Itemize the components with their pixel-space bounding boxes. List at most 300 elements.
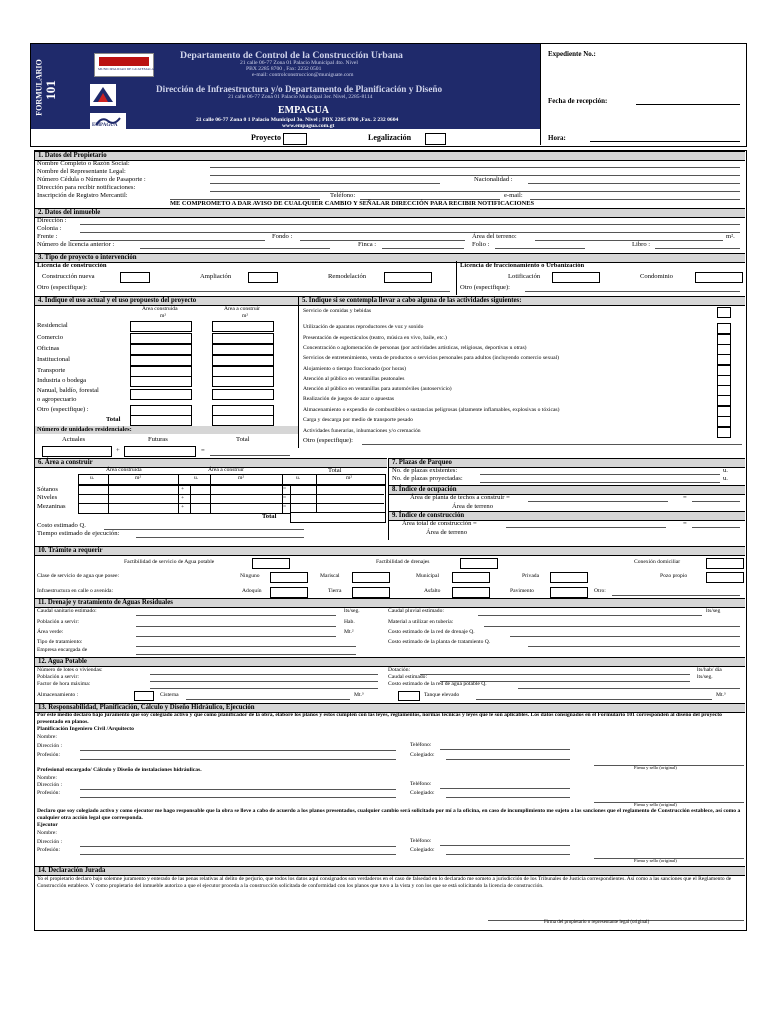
- use-input-construir[interactable]: [212, 333, 274, 344]
- infra-pavimento: Pavimento: [510, 588, 534, 594]
- plazas-existentes-unit: u.: [723, 467, 728, 474]
- caudal-pluvial-field[interactable]: [478, 615, 702, 616]
- use-input-construida[interactable]: [130, 355, 192, 366]
- almacenamiento-label: Almacenamiento :: [37, 692, 79, 698]
- activity-item: Servicios de entretenimiento, venta de productos o servicios personales para adultos (incluyendo comercio sexual): [303, 355, 559, 361]
- units-title: Número de unidades residenciales:: [37, 426, 132, 433]
- empagua-title: EMPAGUA: [278, 105, 329, 116]
- s6-eq: =: [283, 504, 287, 510]
- activity-checkbox[interactable]: [717, 395, 731, 406]
- s6-eq: =: [283, 486, 287, 492]
- activity-other-label: Otro (especifique):: [303, 437, 353, 444]
- costo-planta-field[interactable]: [528, 646, 740, 647]
- libro-label: Libro :: [632, 241, 651, 248]
- poblacion-servir-label: Población a servir:: [37, 619, 79, 625]
- caudal-estimado-label: Caudal estimado:: [388, 674, 427, 680]
- folio-label: Folio :: [472, 241, 490, 248]
- clase-mariscal: Mariscal: [320, 573, 340, 579]
- section-7-title: 7. Plazas de Parqueo: [392, 459, 452, 466]
- units-eq: =: [201, 447, 205, 454]
- dept-title: Departamento de Control de la Construcción Urbana: [180, 50, 403, 61]
- plazas-proyectadas-field[interactable]: [480, 482, 720, 483]
- s6-total-head: Total: [328, 467, 342, 474]
- prof-firma-label: Firma y sello (original): [634, 802, 677, 807]
- costo-estimado-field[interactable]: [104, 529, 304, 530]
- activity-checkbox[interactable]: [717, 416, 731, 427]
- section-9-title: 9. Índice de construcción: [392, 512, 465, 519]
- use-row: Otro (especifique) :: [37, 406, 89, 413]
- use-input-construida[interactable]: [130, 321, 192, 332]
- units-plus: +: [116, 447, 120, 454]
- use-row: Nanual, baldío, forestal: [37, 387, 99, 394]
- id-number-field[interactable]: [210, 183, 440, 184]
- ejec-direccion-field[interactable]: [80, 846, 396, 847]
- tiempo-estimado-field[interactable]: [136, 537, 304, 538]
- tanque-box[interactable]: [398, 691, 420, 701]
- tipo-tratamiento-field[interactable]: [136, 646, 356, 647]
- fondo-field[interactable]: [300, 240, 465, 241]
- material-tuberia-label: Material a utilizar en tubería:: [388, 619, 454, 625]
- units-futuras-label: Futuras: [148, 436, 168, 443]
- activity-item: Alojamiento o tiempo fraccionado (por horas): [303, 366, 406, 372]
- use-input-construir[interactable]: [212, 376, 274, 387]
- dotacion-field[interactable]: [420, 674, 690, 675]
- otro-construccion-field[interactable]: [100, 291, 450, 292]
- section-13-title: 13. Responsabilidad, Planificación, Cálculo y Diseño Hidráulico, Ejecución: [38, 704, 255, 711]
- section-11-bar: [35, 598, 745, 608]
- factor-hora-field[interactable]: [150, 688, 378, 689]
- material-tuberia-field[interactable]: [484, 626, 740, 627]
- clase-ninguno: Ninguno: [240, 573, 260, 579]
- opt-condominio-box[interactable]: [695, 272, 743, 283]
- area-verde-field[interactable]: [136, 636, 336, 637]
- poblacion-agua-field[interactable]: [150, 681, 378, 682]
- cisterna-label: Cisterna: [160, 692, 179, 698]
- area-construir-unit: m²: [242, 313, 249, 319]
- cisterna-unit: Mt.³: [354, 692, 364, 698]
- activity-item: Presentación de espectáculos (teatro, música en vivo, baile, etc.): [303, 335, 447, 341]
- caudal-sanitario-label: Caudal sanitario estimado:: [37, 608, 97, 614]
- prof-profesion-label: Profesión:: [37, 790, 60, 796]
- email-field[interactable]: [530, 199, 740, 200]
- activity-item: Concentración o aglomeración de personas (por actividades artísticas, religiosas, deportivas u otras): [303, 345, 527, 351]
- notification-address-field[interactable]: [210, 191, 740, 192]
- section-3-bar: [35, 253, 745, 263]
- ocupacion-denominador: Área de terreno: [452, 503, 494, 510]
- use-input-construir[interactable]: [212, 344, 274, 355]
- clase-mariscal-box[interactable]: [352, 572, 390, 583]
- ocupacion-result[interactable]: [692, 501, 740, 502]
- area-verde-unit: Mt.²: [344, 629, 354, 635]
- construccion-num-field[interactable]: [506, 527, 666, 528]
- s6-plus: +: [181, 486, 185, 492]
- use-input-construida[interactable]: [130, 389, 192, 400]
- fondo-label: Fondo :: [272, 233, 293, 240]
- use-total-construida[interactable]: [130, 415, 192, 426]
- use-total-construir[interactable]: [212, 415, 274, 426]
- units-actuales-input[interactable]: [42, 446, 112, 457]
- empagua-logo: [90, 113, 126, 131]
- s6-grid[interactable]: [78, 485, 386, 514]
- almacenamiento-box[interactable]: [134, 691, 154, 701]
- prof-telefono-field[interactable]: [440, 788, 570, 789]
- clase-pozo: Pozo propio: [660, 573, 688, 579]
- dir-title: Dirección de Infraestructura y/o Departamento de Planificación y Diseño: [156, 84, 443, 94]
- prof-direccion-label: Dirección :: [37, 782, 63, 788]
- caudal-pluvial-unit: lts/seg: [706, 608, 721, 614]
- costo-red-drenaje-label: Costo estimado de la red de drenaje Q.: [388, 629, 475, 635]
- infraestructura-label: Infraestructura en calle o avenida:: [37, 588, 114, 594]
- colonia-label: Colonia :: [37, 225, 62, 232]
- tipo-tratamiento-label: Tipo de tratamiento:: [37, 639, 83, 645]
- construccion-result[interactable]: [692, 527, 740, 528]
- units-total-input[interactable]: [210, 455, 290, 456]
- prof-colegiado-label: Colegiado:: [410, 790, 435, 796]
- tanque-label: Tanque elevado: [424, 692, 460, 698]
- units-futuras-input[interactable]: [124, 446, 196, 457]
- form-number: 101: [42, 80, 58, 100]
- costo-red-drenaje-field[interactable]: [510, 636, 740, 637]
- lic-fraccionamiento-label: Licencia de fraccionamiento o Urbanización: [460, 262, 585, 269]
- s6-subhead-table: [78, 474, 386, 485]
- infra-asfalto: Asfalto: [424, 588, 441, 594]
- ejec-profesion-field[interactable]: [80, 854, 396, 855]
- ejec-firma-label: Firma y sello (original): [634, 858, 677, 863]
- mercantile-label: Inscripción de Registro Mercantil:: [37, 192, 128, 199]
- notification-address-label: Dirección para recibir notificaciones:: [37, 184, 136, 191]
- prof-direccion-field[interactable]: [80, 789, 396, 790]
- finca-label: Finca :: [358, 241, 377, 248]
- poblacion-agua-label: Población a servir:: [37, 674, 79, 680]
- area-verde-label: Área verde:: [37, 629, 64, 635]
- activity-checkbox[interactable]: [717, 427, 731, 438]
- section-11-title: 11. Drenaje y tratamiento de Aguas Residuales: [38, 599, 173, 606]
- section-4-title: 4. Indique el uso actual y el uso propuesto del proyecto: [38, 297, 197, 304]
- activity-item: Realización de juegos de azar o apuestas: [303, 396, 395, 402]
- opt-lotificacion-box[interactable]: [552, 272, 600, 283]
- folio-field[interactable]: [495, 248, 585, 249]
- s6-plus: +: [181, 504, 185, 510]
- plan-telefono-label: Teléfono:: [410, 742, 432, 748]
- area-construir-header: Área a construir: [224, 306, 261, 312]
- s6-eq: =: [283, 495, 287, 501]
- area-construida-header: Área construida: [142, 306, 178, 312]
- s6-m2-col: m²: [238, 475, 245, 481]
- municipal-logo: [94, 53, 154, 77]
- expediente-label: Expediente No.:: [548, 50, 596, 58]
- infra-tierra: Tierra: [328, 588, 342, 594]
- use-input-construida[interactable]: [130, 333, 192, 344]
- libro-field[interactable]: [655, 248, 740, 249]
- lic-construccion-label: Licencia de construcción: [37, 262, 107, 269]
- ejecutor-label: Ejecutor: [37, 822, 58, 828]
- plan-colegiado-label: Colegiado:: [410, 752, 435, 758]
- use-total-label: Total: [106, 416, 121, 423]
- infra-adoquin: Adoquín: [242, 588, 262, 594]
- infra-tierra-box[interactable]: [352, 587, 390, 598]
- clase-municipal: Municipal: [416, 573, 439, 579]
- otro-construccion-label: Otro (especifique):: [37, 284, 87, 291]
- ejec-direccion-label: Dirección :: [37, 839, 63, 845]
- opt-construccion-nueva: Construcción nueva: [42, 273, 95, 280]
- section-2-title: 2. Datos del inmueble: [38, 209, 101, 216]
- fecha-field[interactable]: [636, 104, 740, 105]
- lotes-label: Número de lotes o viviendas:: [37, 667, 103, 673]
- section-1-bar: [35, 151, 745, 161]
- dept-address-1: 21 calle 06-77 Zona 01 Palacio Municipal 4to. Nivel: [240, 60, 358, 66]
- caudal-pluvial-label: Caudal pluvial estimado:: [388, 608, 444, 614]
- activity-item: Almacenamiento o expendio de combustibles o sustancias peligrosas (altamente inflamables, explosivas o tóxicas): [303, 407, 560, 413]
- clase-pozo-box[interactable]: [706, 572, 744, 583]
- ejec-nombre-label: Nombre:: [37, 830, 57, 836]
- caudal-estimado-unit: lts/seg.: [697, 674, 713, 680]
- ocupacion-num-field[interactable]: [528, 501, 668, 502]
- cisterna-field[interactable]: [186, 699, 350, 700]
- colonia-field[interactable]: [80, 232, 740, 233]
- form-number-block: [33, 48, 73, 128]
- opt-ampliacion-box[interactable]: [248, 272, 278, 283]
- dotacion-unit: lts/hab/ día: [697, 667, 722, 673]
- plan-direccion-label: Dirección :: [37, 743, 63, 749]
- infra-otro-field[interactable]: [612, 595, 740, 596]
- opt-condominio: Condominio: [640, 273, 673, 280]
- plazas-proyectadas-unit: u.: [723, 475, 728, 482]
- fact-drenajes-box[interactable]: [460, 558, 498, 569]
- plazas-existentes-label: No. de plazas existentes:: [392, 467, 458, 474]
- clase-privada-box[interactable]: [550, 572, 588, 583]
- dotacion-label: Dotación:: [388, 667, 411, 673]
- s6-m2-col: m²: [135, 475, 142, 481]
- propietario-firma-label: Firma del propietario o representante legal (original): [544, 920, 650, 925]
- use-row: Institucional: [37, 356, 70, 363]
- construccion-denominador: Área de terreno: [426, 529, 468, 536]
- infrastructure-logo: [90, 84, 116, 106]
- property-address-field[interactable]: [80, 224, 740, 225]
- area-unit: m².: [726, 233, 735, 240]
- ejec-profesion-label: Profesión:: [37, 847, 60, 853]
- use-input-construir[interactable]: [212, 355, 274, 366]
- dept-address-2: PBX 2285 8700 , Fax: 2232 0501: [246, 66, 322, 72]
- costo-red-agua-label: Costo estimado de la red de agua potable Q.: [388, 681, 487, 687]
- prof-nombre-label: Nombre:: [37, 775, 57, 781]
- prev-license-field[interactable]: [140, 248, 330, 249]
- s6-plus: +: [181, 495, 185, 501]
- s6-u-col: u.: [90, 475, 95, 481]
- units-total-label: Total: [236, 436, 250, 443]
- owner-name-label: Nombre Completo o Razón Social:: [37, 160, 130, 167]
- owner-name-field[interactable]: [210, 167, 740, 168]
- section-14-bar: [35, 866, 745, 876]
- s6-u-col: u.: [296, 475, 301, 481]
- legal-rep-label: Nombre del Representante Legal:: [37, 168, 126, 175]
- form-word: FORMULARIO: [34, 59, 44, 116]
- clase-municipal-box[interactable]: [452, 572, 490, 583]
- section-14-title: 14. Declaración Jurada: [38, 867, 106, 874]
- legalizacion-label: Legalización: [368, 133, 412, 142]
- construccion-eq: =: [683, 520, 687, 527]
- planificacion-label: Planificación Ingeniero Civil /Arquitecto: [37, 726, 134, 732]
- s6-area-construir-head: Área a construir: [208, 467, 245, 473]
- s6-row-mezaninas: Mezaninas: [37, 503, 66, 510]
- nationality-label: Nacionalidad :: [474, 176, 513, 183]
- dir-address: 21 calle 06-77 Zona 01 Palacio Municipal 3er. Nivel, 2285-8114: [228, 94, 373, 100]
- section-10-title: 10. Trámite a requerir: [38, 547, 103, 554]
- construccion-numerador: Área total de construcción =: [402, 520, 477, 527]
- factor-hora-label: Factor de hora máxima:: [37, 681, 91, 687]
- empresa-label: Empresa encargada de: [37, 647, 88, 653]
- infra-otro: Otro:: [594, 588, 606, 594]
- plan-direccion-field[interactable]: [80, 750, 396, 751]
- prof-profesion-field[interactable]: [80, 797, 396, 798]
- prev-license-label: Número de licencia anterior :: [37, 241, 115, 248]
- opt-remodelacion: Remodelación: [328, 273, 367, 280]
- plan-firma-label: Firma y sello (original): [634, 765, 677, 770]
- frente-label: Frente :: [37, 233, 58, 240]
- ocupacion-eq: =: [683, 494, 687, 501]
- phone-label: Teléfono:: [330, 192, 356, 199]
- ejec-telefono-field[interactable]: [440, 845, 570, 846]
- opt-remodelacion-box[interactable]: [384, 272, 432, 283]
- otro-fraccionamiento-label: Otro (especifique):: [460, 284, 510, 291]
- caudal-sanitario-unit: lts/seg.: [344, 608, 360, 614]
- clase-privada: Privada: [522, 573, 540, 579]
- activity-checkbox[interactable]: [717, 323, 731, 334]
- ocupacion-numerador: Área de planta de techos a construir =: [410, 494, 510, 501]
- declaracion-ejecutor: Declaro que soy colegiado activo y como ejecutor me hago responsable que la obra se lleve a cabo de acuerdo a los planos presentados, cualquier cambio será solicitado por mí a la oficina, en caso de incumplimiento me sujeto a las sanciones que el reglamento de Construcción establece, así como a cualquier otra acción legal que corresponda.: [37, 808, 741, 821]
- empagua-logo-text: EMPAGUA: [92, 123, 118, 128]
- section-12-title: 12. Agua Potable: [38, 658, 87, 665]
- empresa-field[interactable]: [136, 654, 356, 655]
- opt-lotificacion: Lotificación: [508, 273, 541, 280]
- property-address-label: Dirección :: [37, 217, 67, 224]
- hora-label: Hora:: [548, 134, 566, 142]
- use-row: Oficinas: [37, 345, 60, 352]
- use-input-construir[interactable]: [212, 321, 274, 332]
- plan-profesion-field[interactable]: [80, 759, 396, 760]
- activity-item: Utilización de aparatos reproductores de voz y sonido: [303, 324, 424, 330]
- plan-nombre-label: Nombre:: [37, 734, 57, 740]
- prof-colegiado-field[interactable]: [446, 797, 570, 798]
- use-row: Comercio: [37, 334, 64, 341]
- activity-item: Actividades funerarias, inhumaciones y/o cremación: [303, 428, 421, 434]
- use-input-construir[interactable]: [212, 389, 274, 400]
- declaracion-planificador: Por este medio declaro bajo juramento que soy colegiado activo y que como planificador de la obra, elaboré los planos y estos cumplen con las leyes, reglamentos, normas técnicas y leyes que le son aplicables. Los datos consignados en el Formulario 101 corresponden al diseño del proyecto presentado en planos.: [37, 712, 722, 725]
- caudal-sanitario-field[interactable]: [136, 615, 336, 616]
- use-input-construida[interactable]: [130, 344, 192, 355]
- plan-telefono-field[interactable]: [440, 749, 570, 750]
- declaracion-jurada-text: Yo el propietario declaro bajo solemne juramento y enterado de las penas relativas al delito de perjurio, que todos los datos aquí consignados son verdaderos en el caso de falsedad en lo declarado me someto a jurisdicción de los Tribunales de Justicia correspondientes. Así como a las sanciones que el Reglamento de Construcción establece. Y como propietario del inmueble autorizo a que el ejecutor proceda a la construcción solicitada de conformidad con los planos que tuvo a la vista y con los que se está solicitando la licencia de construcción.: [37, 876, 732, 889]
- fecha-label: Fecha de recepción:: [548, 97, 608, 105]
- activity-other-field[interactable]: [362, 444, 742, 445]
- infra-asfalto-box[interactable]: [452, 587, 490, 598]
- otro-fraccionamiento-field[interactable]: [525, 291, 740, 292]
- email-label: e-mail:: [504, 192, 523, 199]
- s6-area-construida-head: Área construida: [106, 467, 142, 473]
- activity-item: Atención al público en ventanillas para automóviles (autoservicio): [303, 386, 452, 392]
- use-row: o agropecuario: [37, 396, 77, 403]
- s6-total-label: Total: [262, 513, 277, 520]
- costo-planta-label: Costo estimado de la planta de tratamiento Q.: [388, 639, 491, 645]
- dept-email: e-mail: controlconstruccion@muniguate.com: [252, 72, 354, 78]
- infra-pavimento-box[interactable]: [550, 587, 588, 598]
- s6-total-box[interactable]: [290, 512, 386, 523]
- ejec-telefono-label: Teléfono:: [410, 838, 432, 844]
- prof-telefono-label: Teléfono:: [410, 781, 432, 787]
- opt-ampliacion: Ampliación: [200, 273, 232, 280]
- section-2-bar: [35, 208, 745, 218]
- activity-checkbox[interactable]: [717, 354, 731, 365]
- costo-estimado-label: Costo estimado Q.: [37, 522, 86, 529]
- activity-item: Carga y descarga por medio de transporte pesado: [303, 417, 413, 423]
- hora-field[interactable]: [590, 141, 740, 142]
- id-number-label: Número Cédula o Número de Pasaporte :: [37, 176, 146, 183]
- tiempo-estimado-label: Tiempo estimado de ejecución:: [37, 530, 120, 537]
- s6-row-sotanos: Sótanos: [37, 486, 58, 493]
- proyecto-label: Proyecto: [251, 133, 282, 142]
- notice-text: ME COMPROMETO A DAR AVISO DE CUALQUIER CAMBIO Y SEÑALAR DIRECCIÓN PARA RECIBIR NOTIFICACIONES: [170, 200, 535, 207]
- section-3-title: 3. Tipo de proyecto o intervención: [38, 254, 137, 261]
- finca-field[interactable]: [382, 248, 464, 249]
- tanque-unit: Mt.³: [716, 692, 726, 698]
- section-6-title: 6. Área a construir: [38, 459, 93, 466]
- s6-row-niveles: Niveles: [37, 494, 58, 501]
- s6-m2-col: m²: [346, 475, 353, 481]
- proyecto-checkbox[interactable]: [283, 133, 307, 145]
- tanque-field[interactable]: [476, 699, 712, 700]
- legalizacion-checkbox[interactable]: [425, 133, 446, 145]
- ejec-colegiado-field[interactable]: [446, 854, 570, 855]
- poblacion-servir-unit: Hab.: [344, 619, 355, 625]
- ejec-colegiado-label: Colegiado:: [410, 847, 435, 853]
- section-12-bar: [35, 657, 745, 667]
- use-input-construida[interactable]: [130, 376, 192, 387]
- area-terreno-label: Área del terreno:: [472, 233, 517, 240]
- poblacion-servir-field[interactable]: [136, 626, 336, 627]
- activity-item: Servicio de comidas y bebidas: [303, 308, 372, 314]
- municipal-logo-text: MUNICIPALIDAD DE GUATEMALA: [98, 67, 155, 71]
- conexion-label: Conexión domiciliar: [634, 559, 681, 565]
- opt-construccion-nueva-box[interactable]: [120, 272, 150, 283]
- use-row: Residencial: [37, 322, 68, 329]
- section-1-title: 1. Datos del Propietario: [38, 152, 107, 159]
- costo-red-agua-field[interactable]: [518, 688, 740, 689]
- section-10-bar: [35, 546, 745, 556]
- units-actuales-label: Actuales: [62, 436, 86, 443]
- nationality-field[interactable]: [528, 183, 740, 184]
- fact-agua-box[interactable]: [252, 558, 290, 569]
- conexion-box[interactable]: [706, 558, 744, 569]
- infra-adoquin-box[interactable]: [270, 587, 308, 598]
- plazas-existentes-field[interactable]: [480, 474, 720, 475]
- empagua-web: www.empagua.com.gt: [282, 123, 335, 129]
- plan-profesion-label: Profesión:: [37, 752, 60, 758]
- area-terreno-field[interactable]: [535, 240, 723, 241]
- lotes-field[interactable]: [150, 674, 378, 675]
- section-8-title: 8. Índice de ocupación: [392, 486, 457, 493]
- activity-item: Atención al público en ventanillas peatonales: [303, 376, 405, 382]
- clase-ninguno-box[interactable]: [270, 572, 308, 583]
- use-row: Industria o bodega: [37, 377, 87, 384]
- clase-servicio-label: Clase de servicio de agua que posee:: [37, 573, 120, 579]
- plan-colegiado-field[interactable]: [446, 759, 570, 760]
- area-construida-unit: m²: [160, 313, 167, 319]
- section-5-title: 5. Indique si se contempla llevar a cabo alguna de las actividades siguientes:: [302, 297, 522, 304]
- profesional-hidraulico-label: Profesional encargado/ Cálculo y Diseño de instalaciones hidráulicas.: [37, 767, 202, 773]
- empagua-address: 21 calle 06-77 Zona 0 1 Palacio Municipal 3o. Nivel ; PBX 2285 8700 ,Fax. 2 232 0604: [196, 117, 399, 123]
- use-row: Transporte: [37, 367, 66, 374]
- s6-u-col: u.: [194, 475, 199, 481]
- activity-checkbox[interactable]: [717, 307, 731, 318]
